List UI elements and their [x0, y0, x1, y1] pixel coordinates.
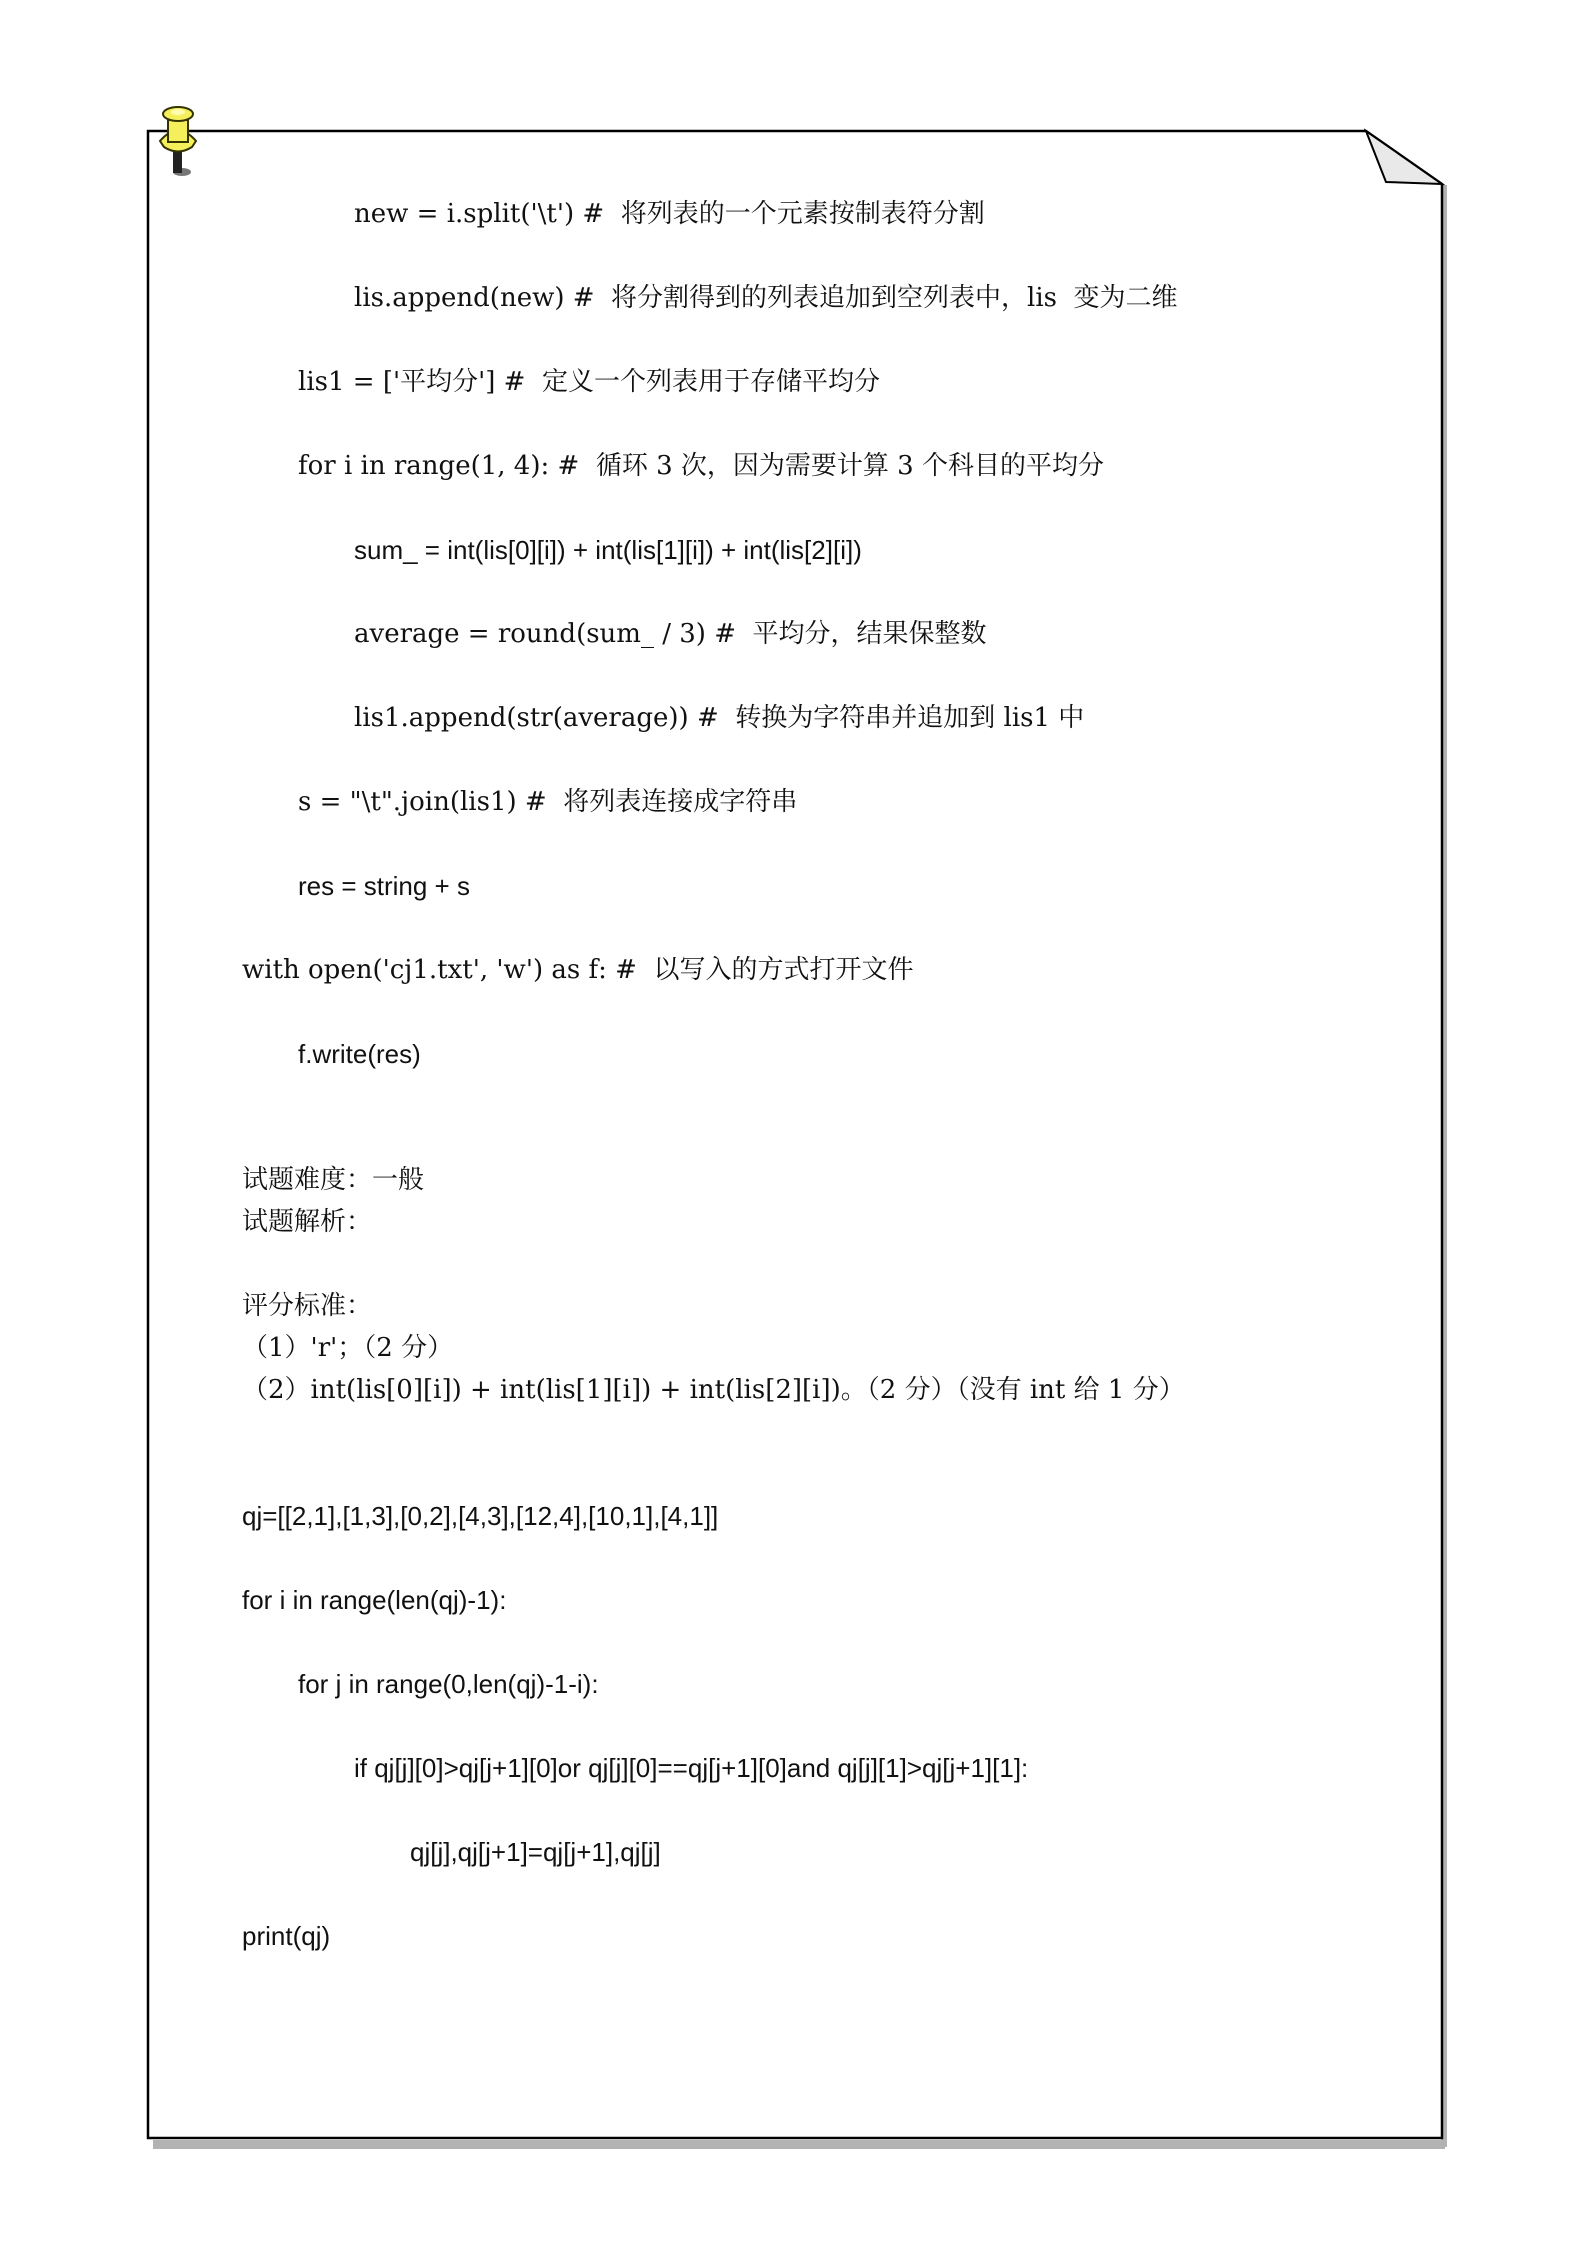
code-line-append-new: lis.append(new) # 将分割得到的列表追加到空列表中，lis 变为二维: [354, 283, 1178, 313]
code-line-join: s = "\t".join(lis1) # 将列表连接成字符串: [298, 787, 798, 817]
code-line-res: res = string + s: [298, 871, 470, 901]
code-line-write: f.write(res): [298, 1039, 421, 1069]
code-line-qj-init: qj=[[2,1],[1,3],[0,2],[4,3],[12,4],[10,1],[4,1]]: [242, 1501, 719, 1531]
code-line-if-compare: if qj[j][0]>qj[j+1][0]or qj[j][0]==qj[j+1][0]and qj[j][1]>qj[j+1][1]:: [354, 1753, 1029, 1783]
code-line-swap: qj[j],qj[j+1]=qj[j+1],qj[j]: [410, 1837, 661, 1867]
code-line-lis1-init: lis1 = ['平均分'] # 定义一个列表用于存储平均分: [298, 367, 880, 397]
code-line-split: new = i.split('\t') # 将列表的一个元素按制表符分割: [354, 199, 985, 229]
scoring-item-1: （1）'r'；（2 分）: [242, 1333, 454, 1363]
paper-shadow: [153, 2140, 1445, 2149]
paper-sheet: [148, 131, 1442, 2138]
code-line-print: print(qj): [242, 1921, 331, 1951]
question-difficulty: 试题难度：一般: [242, 1165, 425, 1195]
code-line-for-range: for i in range(1, 4): # 循环 3 次，因为需要计算 3 个科目的平均分: [298, 451, 1104, 481]
scoring-standard-heading: 评分标准：: [242, 1291, 373, 1321]
code-line-lis1-append: lis1.append(str(average)) # 转换为字符串并追加到 lis1 中: [354, 703, 1085, 733]
code-line-sum: sum_ = int(lis[0][i]) + int(lis[1][i]) + int(lis[2][i]): [354, 535, 862, 565]
question-analysis: 试题解析：: [242, 1207, 373, 1237]
code-line-average: average = round(sum_ / 3) # 平均分，结果保整数: [354, 619, 987, 649]
code-line-with-open: with open('cj1.txt', 'w') as f: # 以写入的方式打开文件: [242, 955, 914, 985]
code-line-for-j: for j in range(0,len(qj)-1-i):: [298, 1669, 599, 1699]
code-line-for-i: for i in range(len(qj)-1):: [242, 1585, 507, 1615]
scoring-item-2: （2）int(lis[0][i]) + int(lis[1][i]) + int(lis[2][i])。（2 分）（没有 int 给 1 分）: [242, 1375, 1185, 1405]
